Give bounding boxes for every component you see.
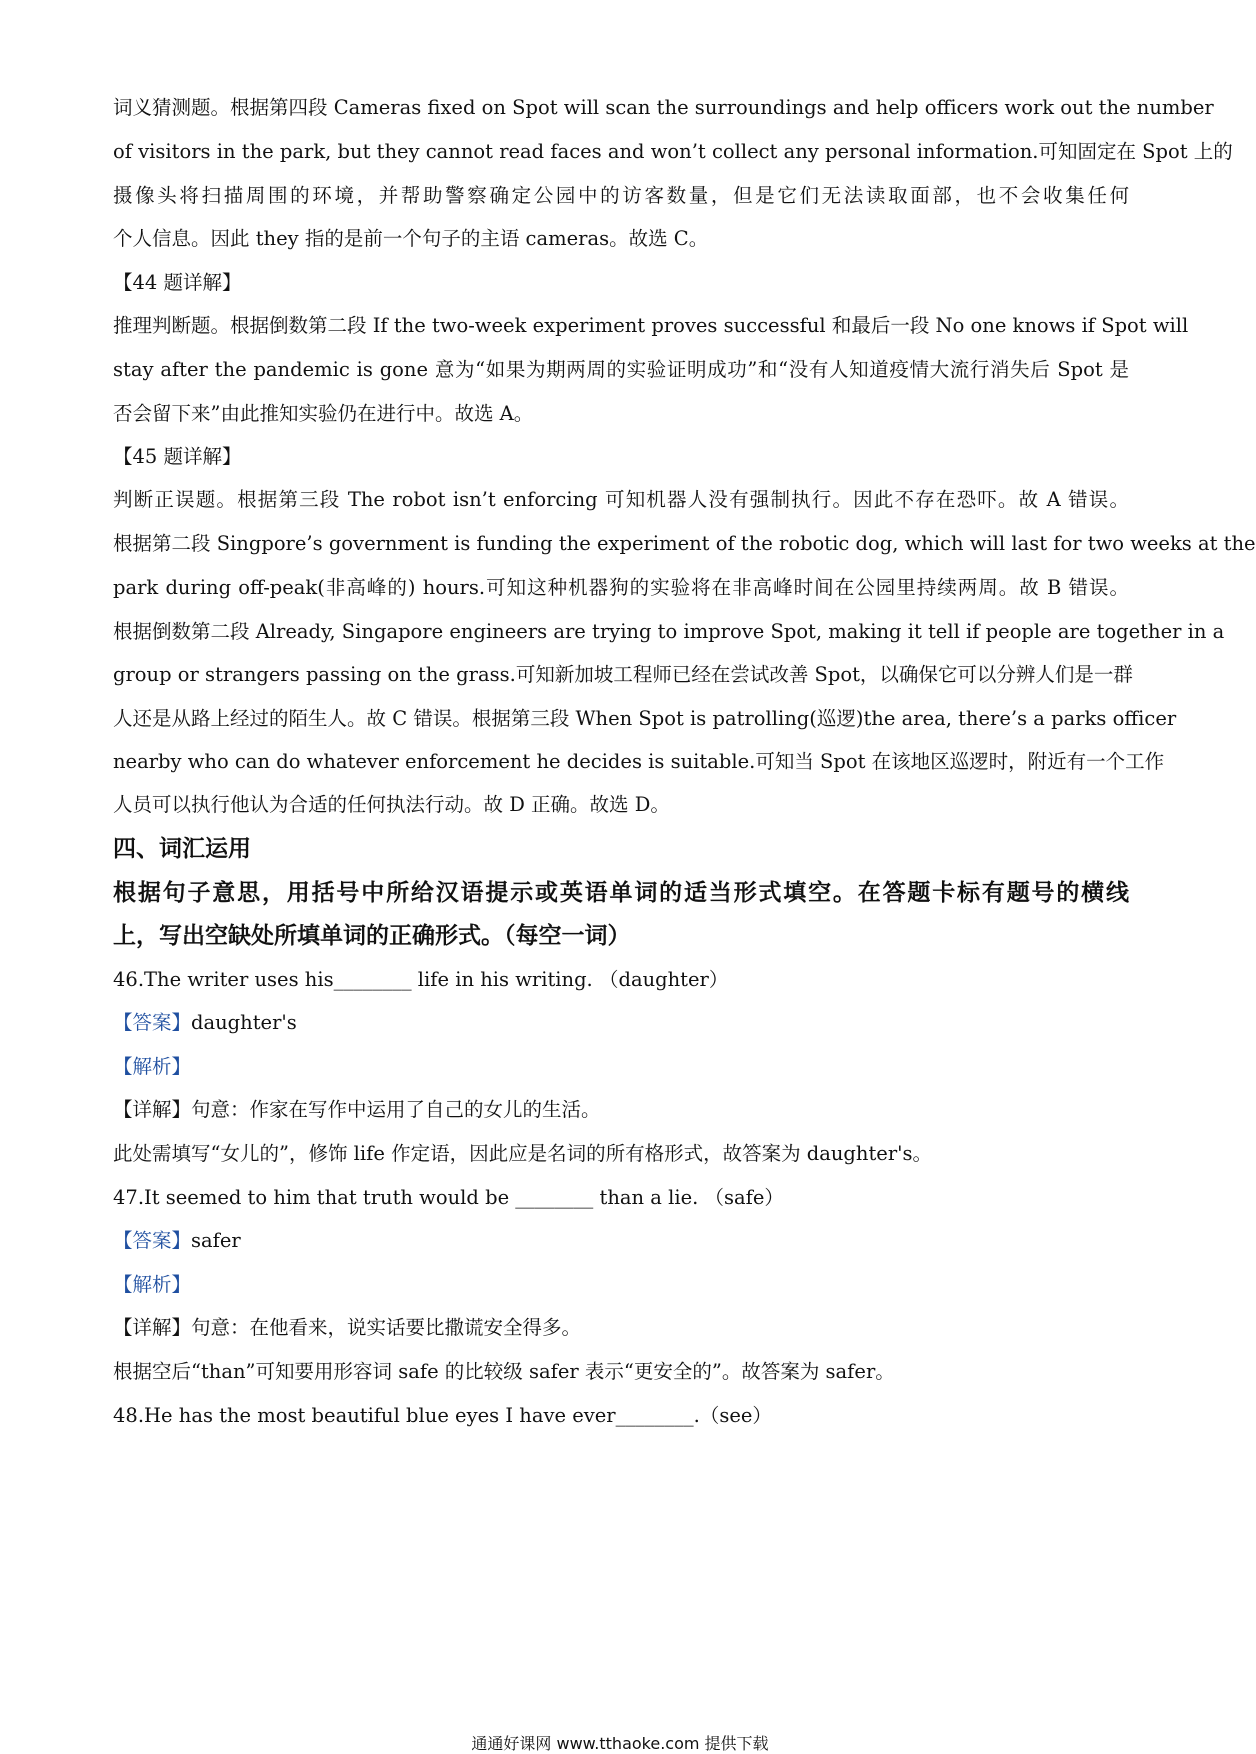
q46-detail-line	[113, 1096, 1129, 1124]
analysis-tag: 【解析】	[113, 1055, 192, 1078]
q45-line-7: nearby who can do whatever enforcement he decides is suitable.可知当 Spot 在该地区巡逻时，附近有一个工作	[113, 750, 1165, 773]
q47-answer-line	[113, 1227, 1129, 1255]
q45-line-4: 根据倒数第二段 Already, Singapore engineers are trying to improve Spot, making it tell if people are together in a	[113, 620, 1225, 643]
answer-tag: 【答案】	[113, 1011, 192, 1034]
q44-line-1: 推理判断题。根据倒数第二段 If the two-week experiment proves successful 和最后一段 No one knows if Spot will	[113, 314, 1189, 337]
q45-line-1: 判断正误题。根据第三段 The robot isn’t enforcing 可知机器人没有强制执行。因此不存在恐吓。故 A 错误。	[113, 488, 1129, 511]
q47-detail: 句意：在他看来，说实话要比撒谎安全得多。	[191, 1316, 582, 1339]
q47-detail-line	[113, 1314, 1129, 1342]
answer-tag: 【答案】	[113, 1229, 192, 1252]
q47-answer: safer	[191, 1229, 241, 1252]
q45-line-2: 根据第二段 Singpore’s government is funding the experiment of the robotic dog, which will last for two weeks at the	[113, 532, 1256, 555]
section-instruction-line-2: 上，写出空缺处所填单词的正确形式。（每空一词）	[113, 922, 631, 949]
q43-line-2: of visitors in the park, but they cannot read faces and won’t collect any personal information.可知固定在 Spot 上的	[113, 140, 1233, 163]
q44-title: 【44 题详解】	[113, 271, 242, 294]
q46-detail: 句意：作家在写作中运用了自己的女儿的生活。	[191, 1098, 601, 1121]
q46-explanation: 此处需填写“女儿的”，修饰 life 作定语，因此应是名词的所有格形式，故答案为 daughter's。	[113, 1142, 933, 1165]
q46-analysis-line	[113, 1053, 1129, 1081]
q44-line-2: stay after the pandemic is gone 意为“如果为期两周的实验证明成功”和“没有人知道疫情大流行消失后 Spot 是	[113, 358, 1129, 381]
detail-tag: 【详解】	[113, 1098, 192, 1121]
page-footer: 通通好课网 www.tthaoke.com 提供下载	[471, 1734, 769, 1753]
q48-question: 48.He has the most beautiful blue eyes I have ever________.（see）	[113, 1404, 772, 1427]
q47-analysis-line	[113, 1271, 1129, 1299]
q45-line-6: 人还是从路上经过的陌生人。故 C 错误。根据第三段 When Spot is patrolling(巡逻)the area, there’s a parks officer	[113, 707, 1177, 730]
q46-question: 46.The writer uses his________ life in his writing. （daughter）	[113, 968, 729, 991]
q44-line-3: 否会留下来”由此推知实验仍在进行中。故选 A。	[113, 402, 534, 425]
q47-question: 47.It seemed to him that truth would be ________ than a lie. （safe）	[113, 1186, 784, 1209]
analysis-tag: 【解析】	[113, 1273, 192, 1296]
q45-line-5: group or strangers passing on the grass.可知新加坡工程师已经在尝试改善 Spot，以确保它可以分辨人们是一群	[113, 663, 1133, 686]
section-instruction-line-1: 根据句子意思，用括号中所给汉语提示或英语单词的适当形式填空。在答题卡标有题号的横线	[113, 879, 1129, 906]
q43-line-1: 词义猜测题。根据第四段 Cameras fixed on Spot will scan the surroundings and help officers work out the number	[113, 96, 1214, 119]
q43-line-3: 摄像头将扫描周围的环境，并帮助警察确定公园中的访客数量，但是它们无法读取面部，也不会收集任何	[113, 184, 1129, 207]
section-heading: 四、词汇运用	[113, 835, 251, 862]
detail-tag: 【详解】	[113, 1316, 192, 1339]
q47-explanation: 根据空后“than”可知要用形容词 safe 的比较级 safer 表示“更安全的”。故答案为 safer。	[113, 1360, 895, 1383]
q45-line-3: park during off-peak(非高峰的) hours.可知这种机器狗的实验将在非高峰时间在公园里持续两周。故 B 错误。	[113, 576, 1129, 599]
q43-line-4: 个人信息。因此 they 指的是前一个句子的主语 cameras。故选 C。	[113, 227, 709, 250]
q46-answer: daughter's	[191, 1011, 297, 1034]
q45-line-8: 人员可以执行他认为合适的任何执法行动。故 D 正确。故选 D。	[113, 793, 670, 816]
q45-title: 【45 题详解】	[113, 445, 242, 468]
q46-answer-line	[113, 1009, 1129, 1037]
